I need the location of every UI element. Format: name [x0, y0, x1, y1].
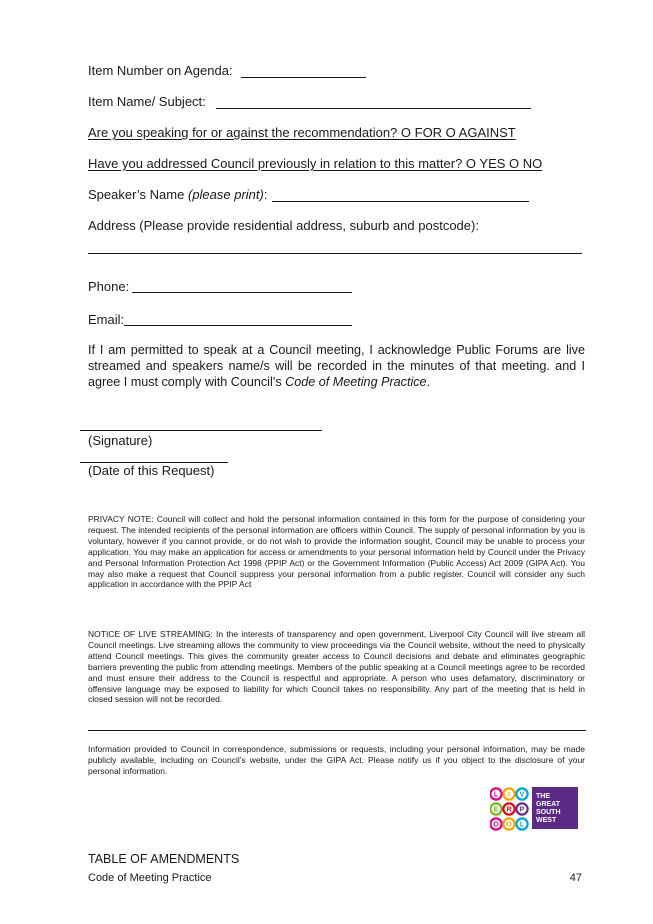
date-label: (Date of this Request) [88, 463, 215, 478]
liverpool-logo-graphic [490, 786, 582, 832]
acknowledgement-text: If I am permitted to speak at a Council meeting, I acknowledge Public Forums are live streamed and speakers name/s will be recorded in the minutes of that meeting. and I agree I must comply with Council’s [88, 343, 585, 390]
logo-letter: O [493, 821, 499, 829]
address-line[interactable] [88, 253, 582, 254]
logo-letter: L [519, 821, 525, 829]
logo-letter: R [506, 806, 512, 814]
phone-line[interactable] [132, 292, 352, 293]
footer-page-number: 47 [569, 872, 582, 884]
logo-tagline-word: THE [536, 793, 550, 800]
email-label: Email: [88, 312, 125, 327]
speaker-name-text: Speaker’s Name [88, 187, 185, 202]
liverpool-council-logo [490, 786, 582, 832]
logo-tagline-word: SOUTH [536, 809, 561, 816]
address-label: Address (Please provide residential address, suburb and postcode): [88, 218, 479, 233]
phone-label: Phone: [88, 279, 130, 294]
privacy-note: PRIVACY NOTE: Council will collect and hold the personal information contained in this form for the purpose of considering your request. The intended recipients of the personal information are officers within Council. The supply of personal information by you is voluntary, however if you cannot provide, or do not wish to provide the information sought, Council may be unable to process your application. You may make an application for access or amendments to your personal information held by Council under the Privacy and Personal Information Protection Act 1998 (PPIP Act) or the Government Information (Public Access) Act 2009 (GIPA Act). You may also make a request that Council suppress your personal information from a public register. Council will consider any such application in accordance with the PPIP Act [88, 514, 585, 590]
agenda-field-label: Item Number on Agenda: [88, 63, 233, 78]
logo-letter: E [493, 806, 499, 814]
live-streaming-notice: NOTICE OF LIVE STREAMING: In the interests of transparency and open government, Liverpool City Council will live stream all Council meetings. Live streaming allows the community to view proceedings via the Council website, without the need to physically attend Council meetings. This gives the community greater access to Council decisions and debate and eliminates geographic barriers preventing the public from attending meetings. Members of the public speaking at a Council meetings agree to be recorded and must ensure their address to the Council is respectful and appropriate. A person who uses defamatory, discriminatory or offensive language may be exposed to liability for which Council takes no responsibility. Any part of the meeting that is held in closed session will not be recorded. [88, 629, 585, 705]
logo-letter: I [508, 791, 510, 799]
agenda-field-line[interactable] [241, 77, 366, 78]
subject-field-label: Item Name/ Subject: [88, 94, 206, 109]
logo-letter: P [519, 806, 525, 814]
gipa-notice: Information provided to Council in correspondence, submissions or requests, including your personal information, may be made publicly available, including on Council’s website, under the GIPA Act. Please notify us if you object to the disclosure of your personal information. [88, 744, 585, 776]
acknowledgement-end: . [426, 375, 431, 390]
logo-letter: O [506, 821, 512, 829]
speaker-name-colon: : [263, 187, 268, 202]
speaker-name-hint: (please print) [187, 187, 264, 202]
addressed-previously-question[interactable]: Have you addressed Council previously in relation to this matter? O YES O NO [88, 156, 543, 171]
email-line[interactable] [124, 325, 352, 326]
code-of-meeting-practice-text: Code of Meeting Practice [285, 375, 427, 390]
table-of-amendments-heading: TABLE OF AMENDMENTS [88, 852, 240, 866]
footer-document-title: Code of Meeting Practice [88, 872, 212, 884]
logo-tagline-word: GREAT [536, 801, 560, 808]
logo-tagline-word: WEST [536, 817, 557, 824]
signature-label: (Signature) [88, 433, 153, 448]
section-divider [88, 730, 586, 731]
signature-line[interactable] [80, 430, 322, 431]
speaker-name-line[interactable] [272, 201, 529, 202]
logo-letter: V [519, 791, 525, 799]
speaker-name-label [88, 187, 267, 203]
logo-letter: L [493, 791, 499, 799]
acknowledgement-paragraph [88, 342, 585, 391]
subject-field-line[interactable] [216, 108, 531, 109]
speaking-for-against-question[interactable]: Are you speaking for or against the recommendation? O FOR O AGAINST [88, 125, 516, 140]
